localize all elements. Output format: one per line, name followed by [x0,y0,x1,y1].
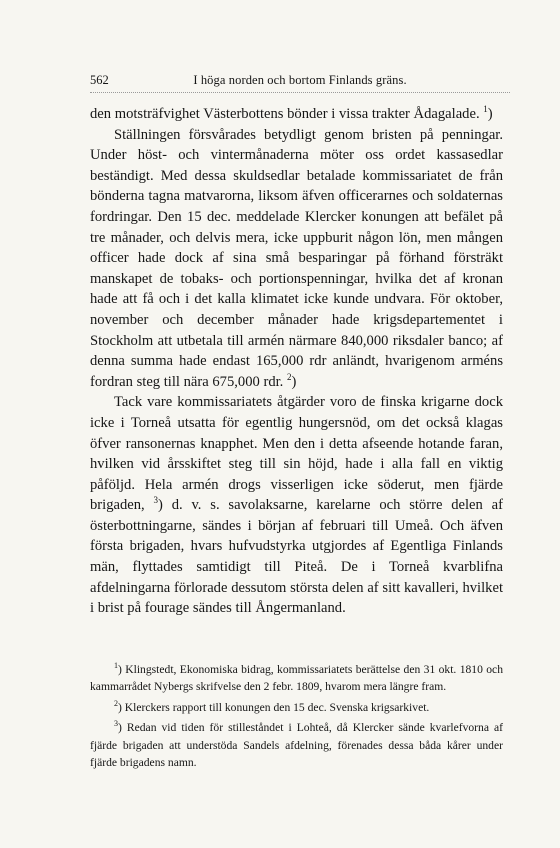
page-header [90,73,510,89]
paragraph-3-text-a: Tack vare kommissariatets åtgärder voro de finska krigarne dock icke i Torneå utsatta för egentlig hungersnöd, om det också klagas öfver ransonernas knapphet. Men den i detta afseende hotande faran, hvilken vid årsskiftet steg till sin höjd, hade i alla fall en viktig påföljd. Hela armén drogs visserligen icke söderut, men fjärde brigaden, [90,394,503,514]
footnote-ref-1: 1 [483,104,488,115]
paragraph-1 [90,104,503,125]
paragraph-2-text: Ställningen försvårades betydligt genom bristen på penningar. Under höst- och vintermånaderna möter oss ordet kassasedlar beständigt. Med dessa skuldsedlar betalade kommissariatet de från bönderna tagna matvarorna, liksom äfven officerarnes och soldaternas fordringar. Den 15 dec. meddelade Klercker konungen att befälet på tre månader, och delvis mera, icke uppburit någon lön, men mången officer hade dock af sina små besparingar på förhand försträkt manskapet de tobaks- och portionspenningar, hvilka det af kronan hade att få och i det kalla klimatet icke kunde undvara. För oktober, november och december månader hade krigsdepartementet i Stockholm att utbetala till armén närmare 840,000 riksdaler banco; af denna summa hade endast 165,000 rdr anländt, hvarigenom arméns fordran steg till nära 675,000 rdr. [90,126,503,390]
page-number: 562 [90,73,109,87]
header-rule [90,92,510,93]
footnotes [90,661,503,774]
footnote-2 [90,699,503,716]
footnote-ref-2-paren: ) [291,373,297,390]
footnote-ref-2: 2 [286,371,292,382]
footnote-3-mark: 3 [114,719,118,729]
footnote-3 [90,719,503,771]
running-title: I höga norden och bortom Finlands gräns. [193,73,407,87]
body-text [90,104,503,619]
paragraph-1-text: den motsträfvighet Västerbottens bönder i vissa trakter Ådagalade. [90,106,480,122]
footnote-ref-3: 3 [153,495,159,506]
footnote-2-text: ) Klerckers rapport till konungen den 15 dec. Svenska krigsarkivet. [118,700,430,714]
paragraph-3-text-b: ) d. v. s. savolaksarne, karelarne och större delen af österbottningarne, sändes i början af februari till Umeå. Och äfven första brigaden, hvars hufvudstyrka utgjordes af Egentliga Finlands män, flyttades samtidigt till Piteå. De i Torneå kvarblifna afdelningarna förlorade dessutom största delen af sitt kavalleri, hvilket i brist på fourage sändes till Ångermanland. [90,497,503,617]
paragraph-3 [90,392,503,619]
footnote-3-text: ) Redan vid tiden för stilleståndet i Lohteå, då Klercker sände kvarlefvorna af fjärde brigaden att understöda Sandels afdelning, förenades dessa båda kårer under fjärde brigadens namn. [90,721,503,770]
footnote-1-mark: 1 [114,661,118,671]
footnote-ref-1-paren: ) [487,106,493,122]
footnote-2-mark: 2 [114,698,118,708]
paragraph-2 [90,125,503,393]
footnote-1-text: ) Klingstedt, Ekonomiska bidrag, kommissariatets berättelse den 31 okt. 1810 och kammarrådet Nybergs skrifvelse den 2 febr. 1809, hvarom mera längre fram. [90,663,503,694]
footnote-1 [90,661,503,696]
